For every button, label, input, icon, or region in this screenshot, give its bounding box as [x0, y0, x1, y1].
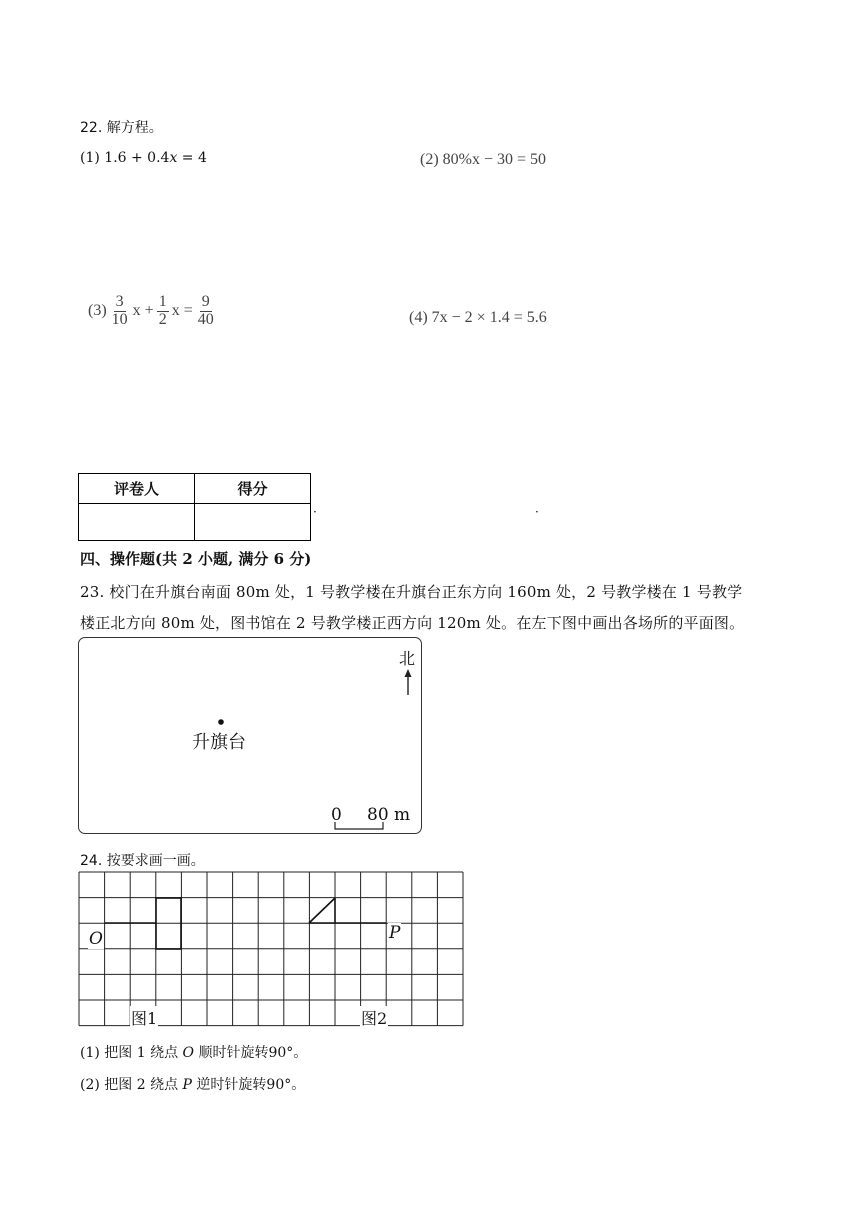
fraction-9-40: [196, 294, 216, 329]
figure-1-label: 图1: [130, 1006, 158, 1029]
scale-bar: [333, 821, 385, 831]
score-cell[interactable]: [195, 504, 311, 541]
scale-zero: 0: [331, 805, 342, 825]
q24-task-2: (2) 把图 2 绕点 𝑃 逆时针旋转90°。: [80, 1077, 306, 1093]
grader-cell[interactable]: [79, 504, 195, 541]
equation-2: (2) 80%x − 30 = 50: [420, 151, 547, 168]
score-header: 得分: [195, 474, 311, 504]
north-arrow-icon: [401, 668, 415, 696]
fraction-denominator: 2: [158, 310, 167, 328]
scale-value: 80 m: [367, 805, 411, 825]
q23-text-line1: 23. 校门在升旗台南面 80m 处，1 号教学楼在升旗台正东方向 160m 处，2 号教学楼在 1 号教学: [80, 583, 743, 601]
equation-4: (4) 7x − 2 × 1.4 = 5.6: [409, 309, 547, 326]
fraction-numerator: 9: [201, 293, 210, 310]
equation-3: [88, 294, 219, 329]
grader-header: 评卷人: [79, 474, 195, 504]
point-o-label: O: [89, 929, 103, 949]
fraction-denominator: 40: [197, 310, 214, 328]
equation-3-middle: x +: [132, 302, 154, 320]
map-box: [78, 637, 422, 834]
equation-3-label: (3): [88, 302, 107, 320]
fraction-denominator: 10: [111, 310, 128, 328]
q22-title: 22. 解方程。: [80, 120, 163, 136]
q23-text-line2: 楼正北方向 80m 处，图书馆在 2 号教学楼正西方向 120m 处。在左下图中画出各场所的平面图。: [80, 614, 745, 632]
point-p-label: P: [389, 923, 401, 943]
section-heading: 四、操作题(共 2 小题, 满分 6 分): [80, 550, 312, 568]
fraction-3-10: [110, 294, 130, 329]
score-table: [78, 473, 311, 541]
flag-platform-label: 升旗台: [192, 732, 246, 753]
equation-1: (1) 1.6 + 0.4𝑥 = 4: [80, 150, 207, 166]
dot-marker: ·: [535, 505, 539, 519]
fraction-1-2: [157, 294, 169, 329]
equation-3-after: x =: [171, 302, 193, 320]
flag-platform-dot: [217, 718, 225, 726]
dot-marker: ·: [313, 505, 317, 519]
figure-2-label: 图2: [360, 1006, 388, 1029]
fraction-numerator: 3: [115, 293, 124, 310]
q24-task-1: (1) 把图 1 绕点 𝑂 顺时针旋转90°。: [80, 1045, 308, 1061]
q24-title: 24. 按要求画一画。: [80, 853, 205, 869]
fraction-numerator: 1: [158, 293, 167, 310]
north-label: 北: [399, 649, 416, 668]
